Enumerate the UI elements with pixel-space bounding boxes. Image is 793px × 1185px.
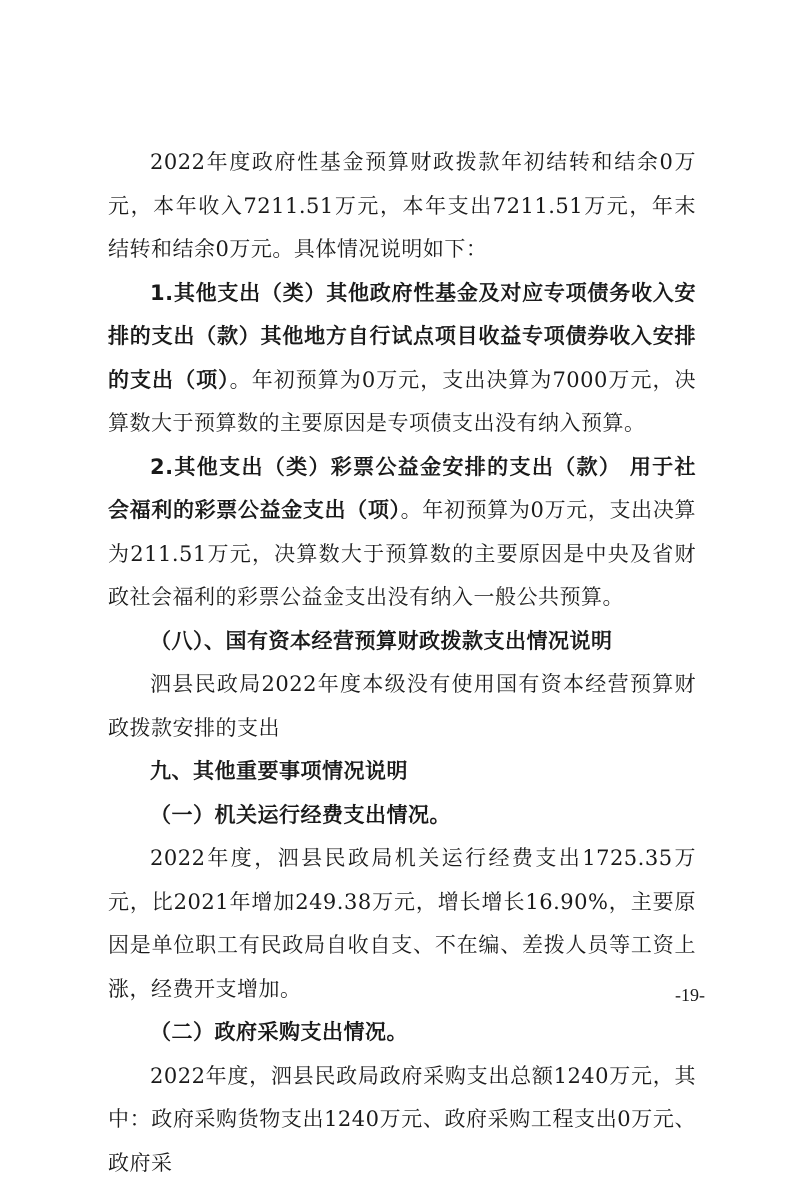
heading-section-9-1: （一）机关运行经费支出情况。 [108, 794, 696, 838]
paragraph-item-1 [108, 272, 696, 446]
paragraph-item-2 [108, 446, 696, 620]
item-1-title: 1.其他支出（类）其他政府性基金及对应专项债务收入安排的支出（款）其他地方自行试点项目收益专项债券收入安排的支出（项） [108, 281, 696, 392]
paragraph-section-9-2: 2022年度，泗县民政局政府采购支出总额1240万元，其中：政府采购货物支出1240万元、政府采购工程支出0万元、政府采 [108, 1055, 696, 1185]
item-2-text: 。年初预算为0万元，支出决算为211.51万元，决算数大于预算数的主要原因是中央及省财政社会福利的彩票公益金支出没有纳入一般公共预算。 [108, 498, 696, 609]
heading-section-9: 九、其他重要事项情况说明 [108, 750, 696, 794]
heading-section-9-2: （二）政府采购支出情况。 [108, 1011, 696, 1055]
paragraph-section-8: 泗县民政局2022年度本级没有使用国有资本经营预算财政拨款安排的支出 [108, 663, 696, 750]
paragraph-section-9-1: 2022年度，泗县民政局机关运行经费支出1725.35万元，比2021年增加249.38万元，增长增长16.90%，主要原因是单位职工有民政局自收自支、不在编、差拨人员等工资上涨，经费开支增加。 [108, 837, 696, 1011]
item-1-text: 。年初预算为0万元，支出决算为7000万元，决算数大于预算数的主要原因是专项债支出没有纳入预算。 [108, 368, 696, 436]
heading-section-8: （八）、国有资本经营预算财政拨款支出情况说明 [108, 620, 696, 664]
item-2-title: 2.其他支出（类）彩票公益金安排的支出（款） 用于社会福利的彩票公益金支出（项） [108, 455, 696, 523]
document-body [108, 141, 696, 1185]
page-number: -19- [675, 985, 705, 1006]
paragraph-fund-budget-summary: 2022年度政府性基金预算财政拨款年初结转和结余0万元，本年收入7211.51万元，本年支出7211.51万元，年末结转和结余0万元。具体情况说明如下： [108, 141, 696, 272]
